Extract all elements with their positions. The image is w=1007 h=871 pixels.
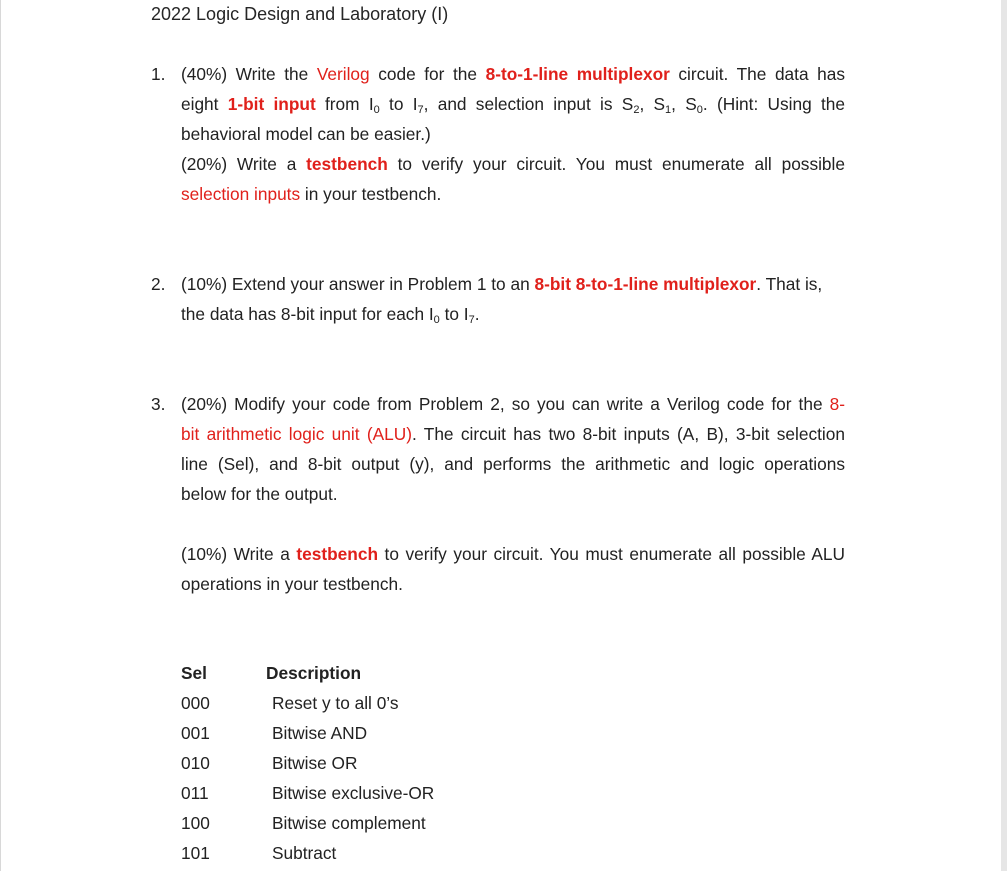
sel-cell: 010: [181, 753, 210, 773]
problem-number: 3.: [151, 394, 166, 414]
sel-cell: 100: [181, 813, 210, 833]
blank-line: [181, 509, 845, 539]
problem-number: 2.: [151, 274, 166, 294]
problem-line: the data has 8-bit input for each $I_0$ to $I_7$.: [181, 304, 480, 326]
problem-line: (40%) Write the Verilog code for the 8-to-1-line multiplexor circuit. The data has: [181, 64, 845, 84]
problem-line: (20%) Write a testbench to verify your circuit. You must enumerate all possible: [181, 154, 845, 174]
problem-line: below for the output.: [181, 484, 338, 504]
problem-number: 1.: [151, 64, 166, 84]
problem-line: (10%) Extend your answer in Problem 1 to an 8-bit 8-to-1-line multiplexor. That is,: [181, 274, 823, 294]
problem-2: [151, 269, 845, 329]
problem-3: [151, 389, 845, 599]
description-cell: Subtract: [272, 843, 337, 863]
description-cell: Bitwise complement: [272, 813, 426, 833]
sel-cell: 101: [181, 843, 210, 863]
problem-line: (20%) Modify your code from Problem 2, so you can write a Verilog code for the 8-: [181, 394, 845, 414]
problem-line: selection inputs in your testbench.: [181, 184, 442, 204]
description-cell: Bitwise AND: [272, 723, 368, 743]
sel-cell: 001: [181, 723, 210, 743]
viewer-background: [1001, 0, 1007, 871]
description-cell: Bitwise OR: [272, 753, 358, 773]
sel-cell: 000: [181, 693, 210, 713]
column-header-sel: Sel: [181, 663, 207, 683]
description-cell: Bitwise exclusive-OR: [272, 783, 435, 803]
problem-line: behavioral model can be easier.): [181, 124, 431, 144]
problem-1: [151, 59, 845, 209]
document-header: 2022 Logic Design and Laboratory (I): [151, 4, 449, 24]
column-header-description: Description: [266, 663, 362, 683]
problem-line: bit arithmetic logic unit (ALU). The circuit has two 8-bit inputs (A, B), 3-bit selection: [181, 424, 845, 444]
problem-line: eight 1-bit input from $I_0$ to $I_7$, and selection input is $S_2$, $S_1$, $S_0$. (Hint: Using the: [181, 94, 846, 116]
problem-line: line (Sel), and 8-bit output (y), and performs the arithmetic and logic operations: [181, 454, 845, 474]
problem-line: (10%) Write a testbench to verify your circuit. You must enumerate all possible ALU: [181, 544, 846, 564]
sel-cell: 011: [181, 783, 209, 803]
problem-line: operations in your testbench.: [181, 574, 403, 594]
description-cell: Reset y to all 0’s: [272, 693, 399, 713]
